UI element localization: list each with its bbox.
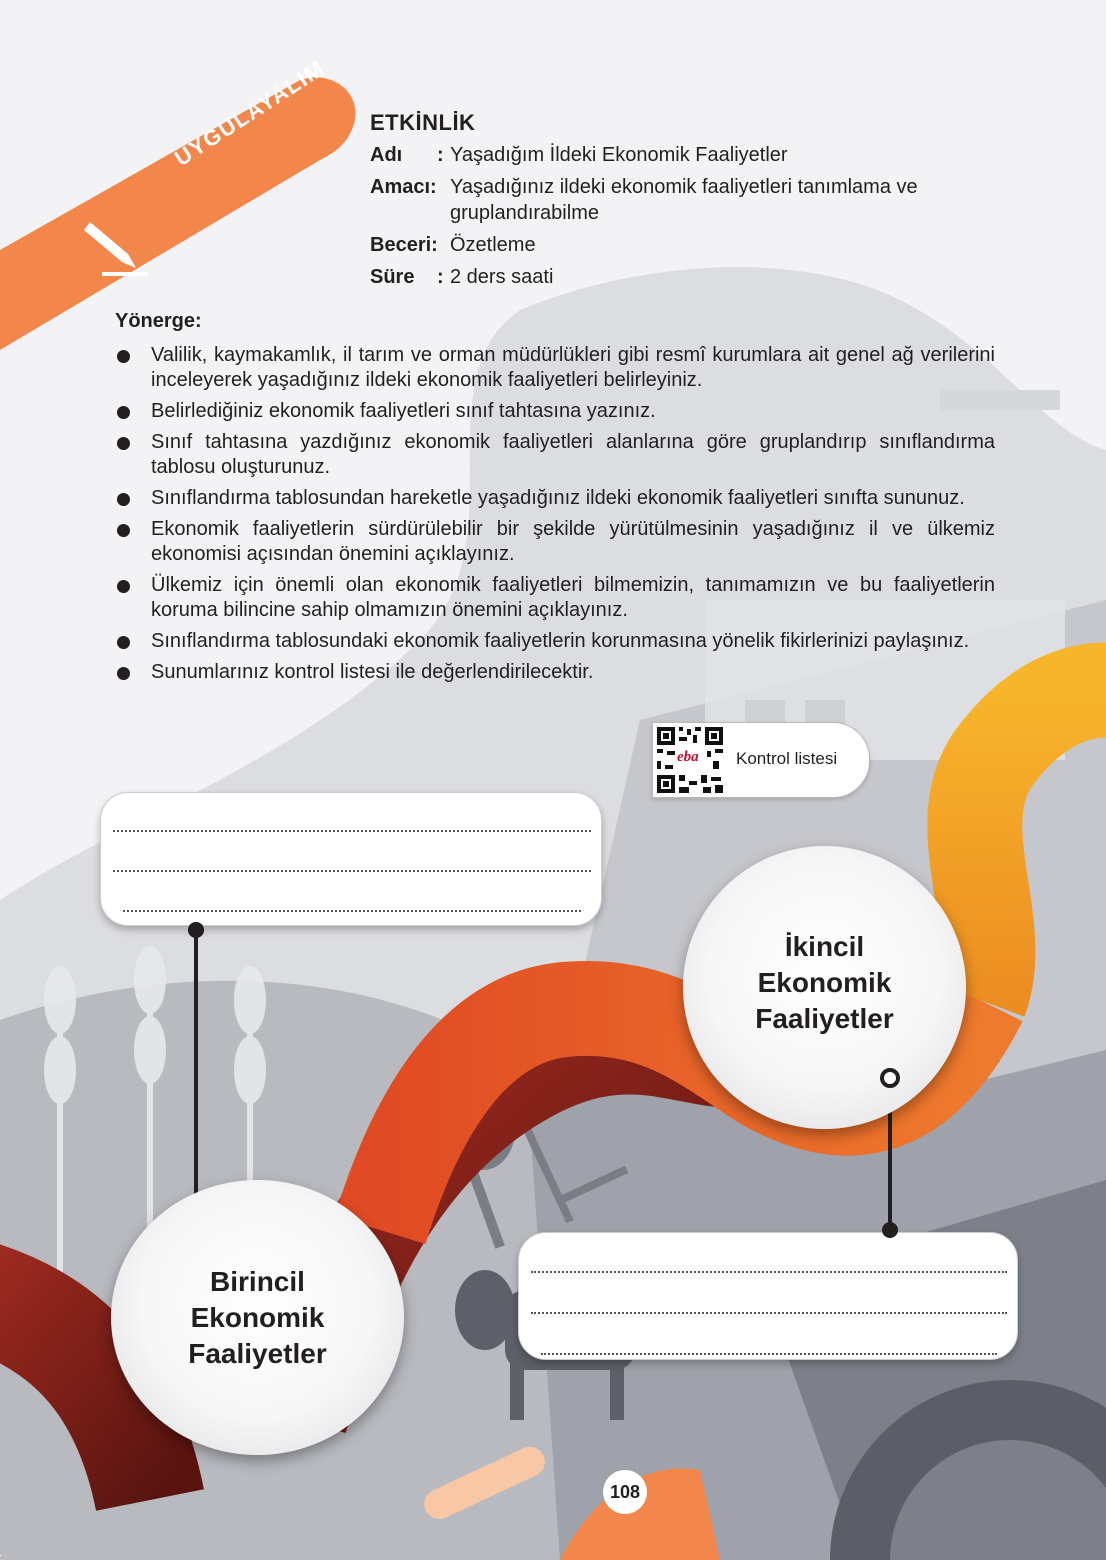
eba-logo: eba <box>677 749 699 765</box>
activity-title: ETKİNLİK <box>370 110 476 135</box>
list-item: Sınıflandırma tablosundan hareketle yaşadığınız ildeki ekonomik faaliyetleri sınıfta sununuz. <box>115 486 995 511</box>
list-item: Sınıflandırma tablosundaki ekonomik faaliyetlerin korunmasına yönelik fikirlerinizi paylaşınız. <box>115 629 995 654</box>
ribbon-label: UYGULAYALIM <box>170 55 330 171</box>
list-item: Belirlediğiniz ekonomik faaliyetleri sınıf tahtasına yazınız. <box>115 399 995 424</box>
list-item: Ekonomik faaliyetlerin sürdürülebilir bir şekilde yürütülmesinin yaşadığınız il ve ülkemiz ekonomisi açısından önemini açıklayınız. <box>115 517 995 567</box>
instructions-heading: Yönerge: <box>115 310 202 332</box>
row-value: Yaşadığınız ildeki ekonomik faaliyetleri tanımlama ve gruplandırabilme <box>450 176 918 224</box>
page-number: 108 <box>603 1470 647 1514</box>
row-key: Adı : <box>370 144 444 166</box>
row-key: Beceri: <box>370 234 438 256</box>
row-value: 2 ders saati <box>450 266 554 288</box>
connector-ring <box>878 1066 902 1090</box>
row-value: Özetleme <box>450 234 536 256</box>
connector-dot <box>882 1222 898 1238</box>
secondary-activities-label: İkincil Ekonomik Faaliyetler <box>755 930 894 1034</box>
list-item: Valilik, kaymakamlık, il tarım ve orman müdürlükleri gibi resmî kurumlara ait genel ağ verilerini inceleyerek yaşadığınız ildeki ekonomik faaliyetleri belirleyiniz. <box>115 343 995 393</box>
list-item: Sınıf tahtasına yazdığınız ekonomik faaliyetleri alanlarına göre gruplandırıp sınıflandırma tablosu oluşturunuz. <box>115 430 995 480</box>
row-key: Süre : <box>370 266 444 288</box>
connector-dot <box>184 918 208 942</box>
list-item: Sunumlarınız kontrol listesi ile değerlendirilecektir. <box>115 660 995 685</box>
row-key: Amacı: <box>370 176 437 198</box>
row-value: Yaşadığım İldeki Ekonomik Faaliyetler <box>450 144 788 166</box>
primary-activities-label: Birincil Ekonomik Faaliyetler <box>188 1265 327 1369</box>
list-item: Ülkemiz için önemli olan ekonomik faaliyetleri bilmemizin, tanımamızın ve bu faaliyetlerin koruma bilincine sahip olmamızın önemini açıklayınız. <box>115 573 995 623</box>
qr-label: Kontrol listesi <box>736 749 838 768</box>
primary-activities-circle <box>111 1180 404 1455</box>
secondary-activities-circle <box>683 846 966 1129</box>
